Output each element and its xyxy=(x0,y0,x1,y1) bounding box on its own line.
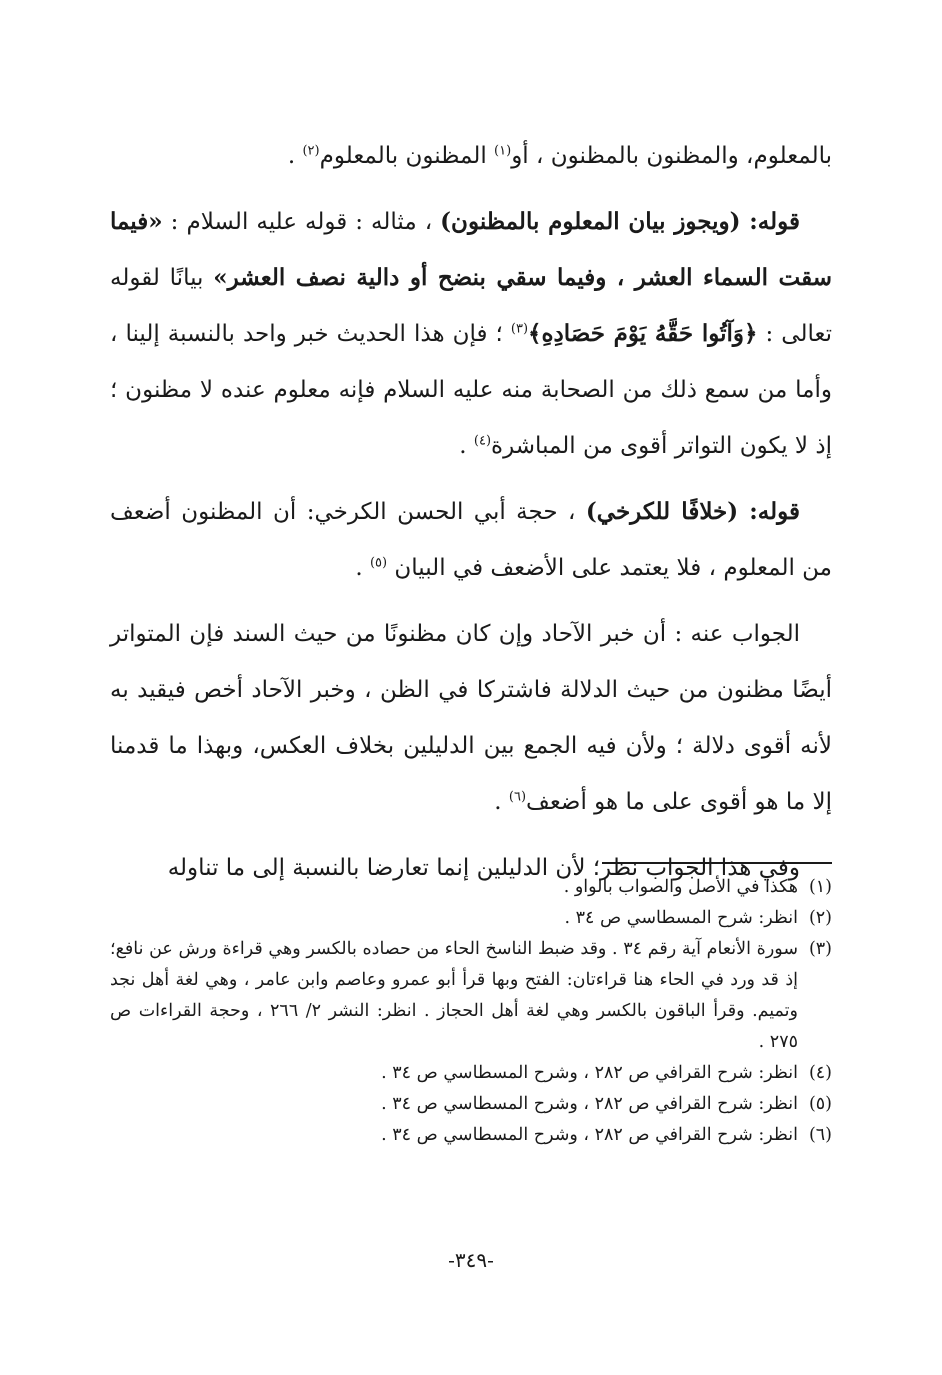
hadith-quote: «فيما سقت السماء العشر ، وفيما سقي بنضح أو دالية نصف العشر» xyxy=(110,208,832,291)
paragraph-5-text: وفي هذا الجواب نظر؛ لأن الدليلين إنما تعارضا بالنسبة إلى ما تناوله xyxy=(167,855,800,881)
paragraph-1 xyxy=(110,128,832,184)
paragraph-4-part2: . xyxy=(494,789,509,815)
footnote-text: هكذا في الأصل والصواب بالواو . xyxy=(563,877,798,897)
footnote-ref-5: (٥) xyxy=(369,555,388,571)
footnote-1 xyxy=(110,872,832,903)
paragraph-2-part4: . xyxy=(459,433,474,459)
paragraph-2-keyword: قوله: (ويجوز بيان المعلوم بالمظنون) xyxy=(440,208,800,235)
paragraph-3-keyword: قوله: (خلافًا للكرخي) xyxy=(585,498,800,525)
footnote-ref-1: (١) xyxy=(494,143,512,159)
paragraph-1-part1: بالمعلوم، والمظنون بالمظنون ، أو xyxy=(511,143,832,169)
paragraph-3 xyxy=(110,484,832,596)
footnote-text: انظر: شرح القرافي ص ٢٨٢ ، وشرح المسطاسي ص ٣٤ . xyxy=(381,1094,798,1114)
paragraph-2 xyxy=(110,194,832,474)
footnote-text: انظر: شرح القرافي ص ٢٨٢ ، وشرح المسطاسي ص ٣٤ . xyxy=(381,1063,798,1083)
paragraph-2-part2: بيانًا لقوله تعالى : xyxy=(110,265,832,347)
quran-verse: ﴿وَآتُوا حَقَّهُ يَوْمَ حَصَادِهِ﴾ xyxy=(528,320,758,347)
footnote-ref-3: (٣) xyxy=(510,321,529,337)
footnotes xyxy=(110,872,832,1151)
paragraph-3-part2: . xyxy=(355,555,370,581)
footnote-4 xyxy=(110,1058,832,1089)
footnote-ref-4: (٤) xyxy=(473,433,492,449)
footnote-2 xyxy=(110,903,832,934)
paragraph-4 xyxy=(110,606,832,830)
main-text xyxy=(110,128,832,906)
paragraph-4-part1: الجواب عنه : أن خبر الآحاد وإن كان مظنونًا من حيث السند فإن المتواتر أيضًا مظنون من حيث الدلالة فاشتركا في الظن ، وخبر الآحاد أخص فيقيد به لأنه أقوى دلالة ؛ ولأن فيه الجمع بين الدليلين بخلاف العكس، وبهذا ما قدمنا إلا ما هو أقوى على ما هو أضعف xyxy=(110,621,832,815)
footnote-number: (٣) xyxy=(808,939,832,959)
footnote-text: انظر: شرح القرافي ص ٢٨٢ ، وشرح المسطاسي ص ٣٤ . xyxy=(381,1125,798,1145)
paragraph-2-part3: ؛ فإن هذا الحديث خبر واحد بالنسبة إلينا ، وأما من سمع ذلك من الصحابة منه عليه السلام فإنه معلوم عنده لا مظنون ؛ إذ لا يكون التواتر أقوى من المباشرة xyxy=(110,321,832,459)
footnote-number: (٢) xyxy=(808,908,832,928)
paragraph-1-part3: . xyxy=(287,143,303,169)
paragraph-1-part2: المظنون بالمعلوم xyxy=(319,143,495,169)
page-number: -٣٤٩- xyxy=(448,1248,494,1272)
footnote-ref-2: (٢) xyxy=(302,143,320,159)
footnote-number: (١) xyxy=(808,877,832,897)
footnote-ref-6: (٦) xyxy=(508,789,527,805)
footnote-number: (٦) xyxy=(808,1125,832,1145)
footnote-text: انظر: شرح المسطاسي ص ٣٤ . xyxy=(564,908,798,928)
footnote-5 xyxy=(110,1089,832,1120)
footnote-6 xyxy=(110,1120,832,1151)
footnote-separator xyxy=(602,862,832,864)
footnote-text: سورة الأنعام آية رقم ٣٤ . وقد ضبط الناسخ الحاء من حصاده بالكسر وهي قراءة ورش عن نافع؛ إذ قد ورد في الحاء هنا قراءتان: الفتح وبها قرأ أبو عمرو وعاصم وابن عامر ، وهي لغة أهل نجد وتميم. وقرأ الباقون بالكسر وهي لغة أهل الحجاز . انظر: النشر ٢/ ٢٦٦ ، وحجة القراءات ص ٢٧٥ . xyxy=(110,939,798,1052)
paragraph-2-part1: ، مثاله : قوله عليه السلام : xyxy=(162,209,441,235)
footnote-3 xyxy=(110,934,832,1058)
paragraph-3-part1: ، حجة أبي الحسن الكرخي: أن المظنون أضعف من المعلوم ، فلا يعتمد على الأضعف في البيان xyxy=(110,499,832,581)
footnote-number: (٥) xyxy=(808,1094,832,1114)
footnote-number: (٤) xyxy=(808,1063,832,1083)
